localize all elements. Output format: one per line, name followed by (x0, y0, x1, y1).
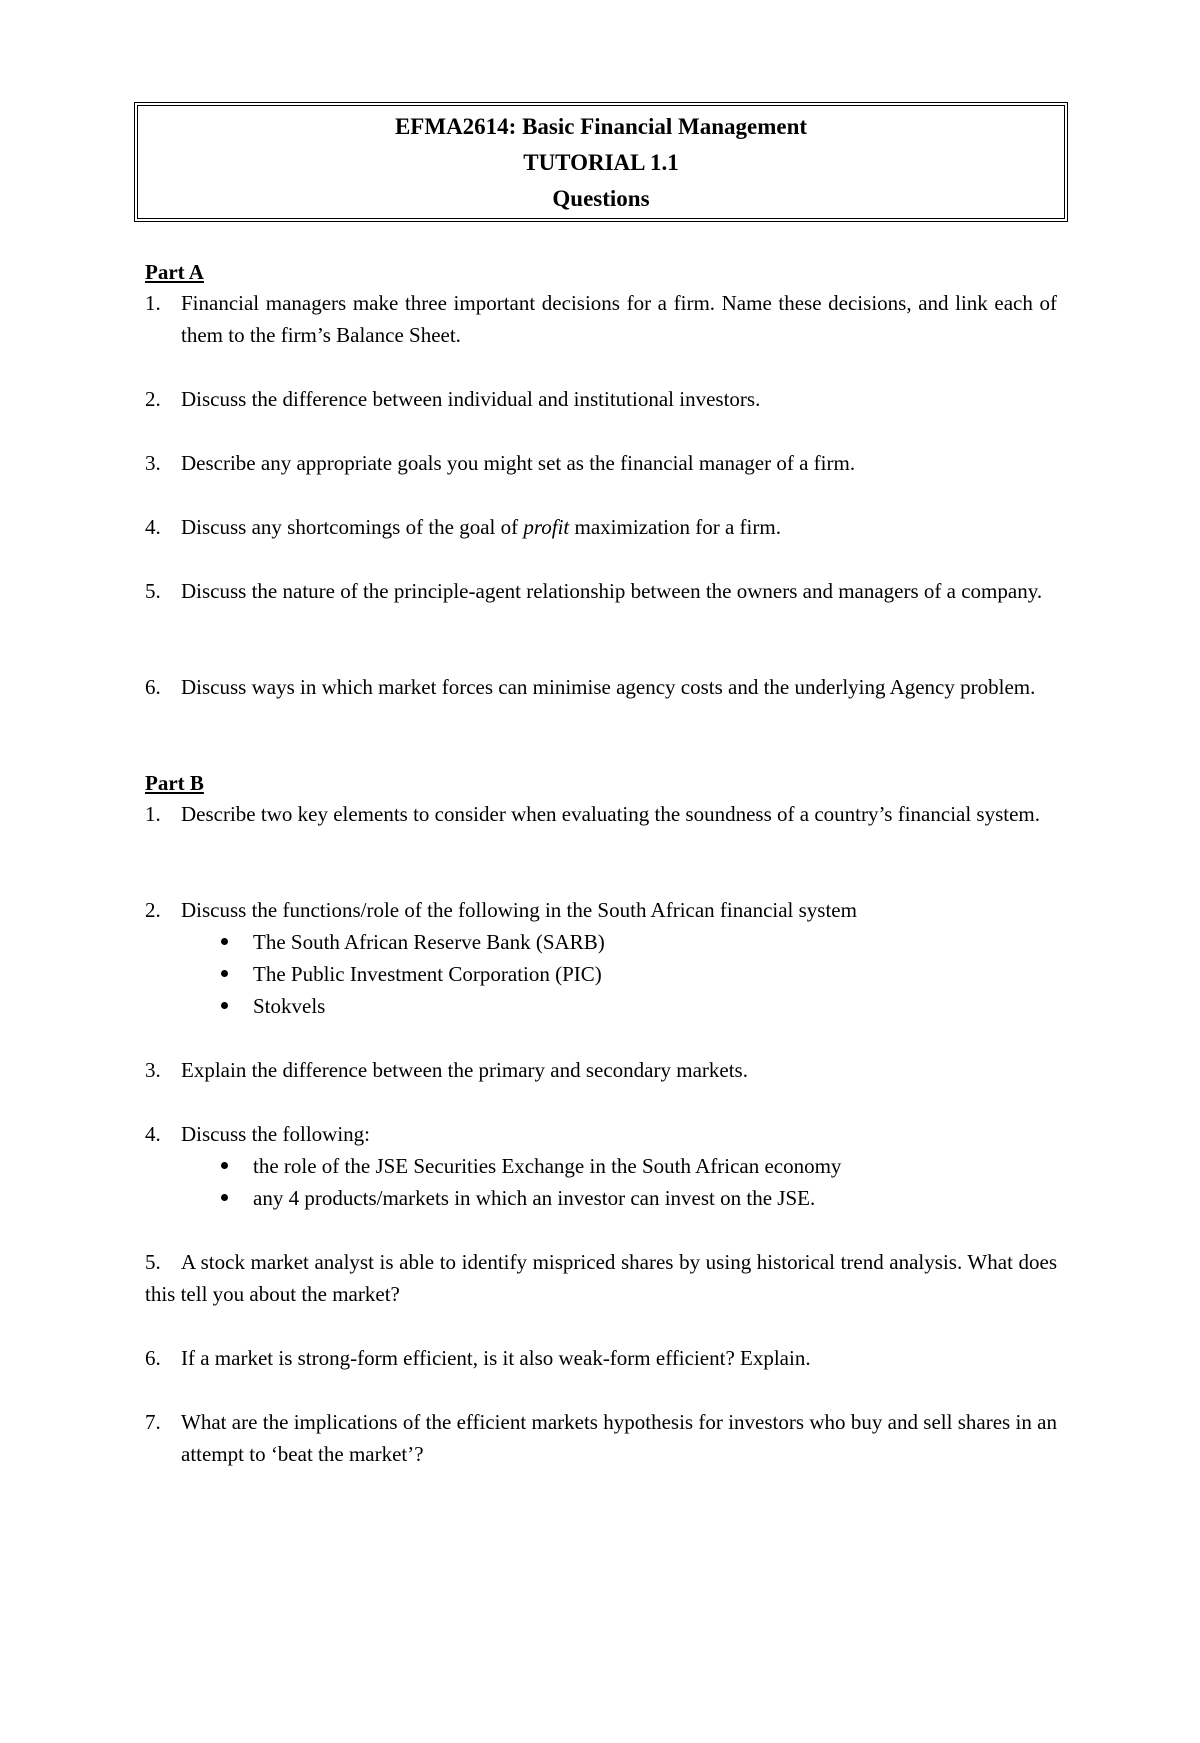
bullet-text: any 4 products/markets in which an investor can invest on the JSE. (253, 1186, 816, 1210)
question-number: 4. (145, 1122, 161, 1146)
question-text: Financial managers make three important decisions for a firm. Name these decisions, and link each of them to the firm’s Balance Sheet. (181, 291, 1057, 347)
question-text-start: Discuss any shortcomings of the goal of (181, 515, 524, 539)
part-a-question-2 (145, 383, 1057, 415)
question-number: 3. (145, 451, 161, 475)
question-text: Discuss the following: (181, 1122, 370, 1146)
bullet-item (181, 1182, 1057, 1214)
question-number: 7. (145, 1410, 161, 1434)
question-text (181, 511, 1057, 543)
part-b-title: Part B (145, 771, 204, 795)
bullet-list (181, 1150, 1057, 1214)
question-number: 5. (145, 1250, 161, 1274)
part-a-question-5 (145, 575, 1057, 607)
bullet-item (181, 926, 1057, 958)
part-b-question-3 (145, 1054, 1057, 1086)
part-a-title: Part A (145, 260, 204, 284)
question-number: 5. (145, 579, 161, 603)
bullet-item (181, 958, 1057, 990)
bullet-icon (221, 1194, 228, 1201)
question-text: Explain the difference between the primary and secondary markets. (181, 1058, 748, 1082)
part-b-question-6 (145, 1342, 1057, 1374)
document-title: EFMA2614: Basic Financial Management (394, 114, 808, 139)
question-number: 6. (145, 675, 161, 699)
question-text: If a market is strong-form efficient, is it also weak-form efficient? Explain. (181, 1346, 811, 1370)
bullet-text: The South African Reserve Bank (SARB) (253, 930, 605, 954)
bullet-icon (221, 938, 228, 945)
bullet-text: the role of the JSE Securities Exchange in the South African economy (253, 1154, 842, 1178)
emphasis-text: profit (523, 515, 570, 539)
question-number: 1. (145, 291, 161, 315)
bullet-list (181, 926, 1057, 1022)
question-text: Describe any appropriate goals you might set as the financial manager of a firm. (181, 451, 856, 475)
question-text-end: maximization for a firm. (569, 515, 781, 539)
question-number: 4. (145, 515, 161, 539)
question-text: A stock market analyst is able to identify mispriced shares by using historical trend analysis. What does this tell you about the market? (145, 1250, 1057, 1306)
bullet-item (181, 1150, 1057, 1182)
bullet-text: The Public Investment Corporation (PIC) (253, 962, 602, 986)
part-b-question-7 (145, 1406, 1057, 1470)
bullet-item (181, 990, 1057, 1022)
question-text: Discuss ways in which market forces can minimise agency costs and the underlying Agency problem. (181, 675, 1036, 699)
question-text: Discuss the nature of the principle-agent relationship between the owners and managers of a company. (181, 579, 1043, 603)
part-a-question-4 (145, 511, 1057, 543)
document-subtitle: TUTORIAL 1.1 (523, 150, 679, 175)
question-number: 3. (145, 1058, 161, 1082)
question-text: Discuss the difference between individual and institutional investors. (181, 387, 761, 411)
part-a-question-1 (145, 287, 1057, 351)
question-text: Describe two key elements to consider when evaluating the soundness of a country’s financial system. (181, 802, 1041, 826)
question-text: Discuss the functions/role of the following in the South African financial system (181, 898, 857, 922)
section-title: Questions (552, 186, 650, 211)
bullet-icon (221, 970, 228, 977)
question-number: 2. (145, 898, 161, 922)
question-number: 1. (145, 802, 161, 826)
bullet-icon (221, 1002, 228, 1009)
question-number: 6. (145, 1346, 161, 1370)
bullet-text: Stokvels (253, 994, 326, 1018)
part-b-question-2 (145, 894, 1057, 1022)
question-number: 2. (145, 387, 161, 411)
part-a-question-3 (145, 447, 1057, 479)
part-b-question-4 (145, 1118, 1057, 1214)
part-a-question-6 (145, 671, 1057, 703)
part-b-question-1 (145, 798, 1057, 830)
header-box (134, 102, 1068, 222)
bullet-icon (221, 1162, 228, 1169)
question-text: What are the implications of the efficient markets hypothesis for investors who buy and sell shares in an attempt to ‘beat the market’? (181, 1410, 1057, 1466)
part-b-question-5 (145, 1246, 1057, 1310)
